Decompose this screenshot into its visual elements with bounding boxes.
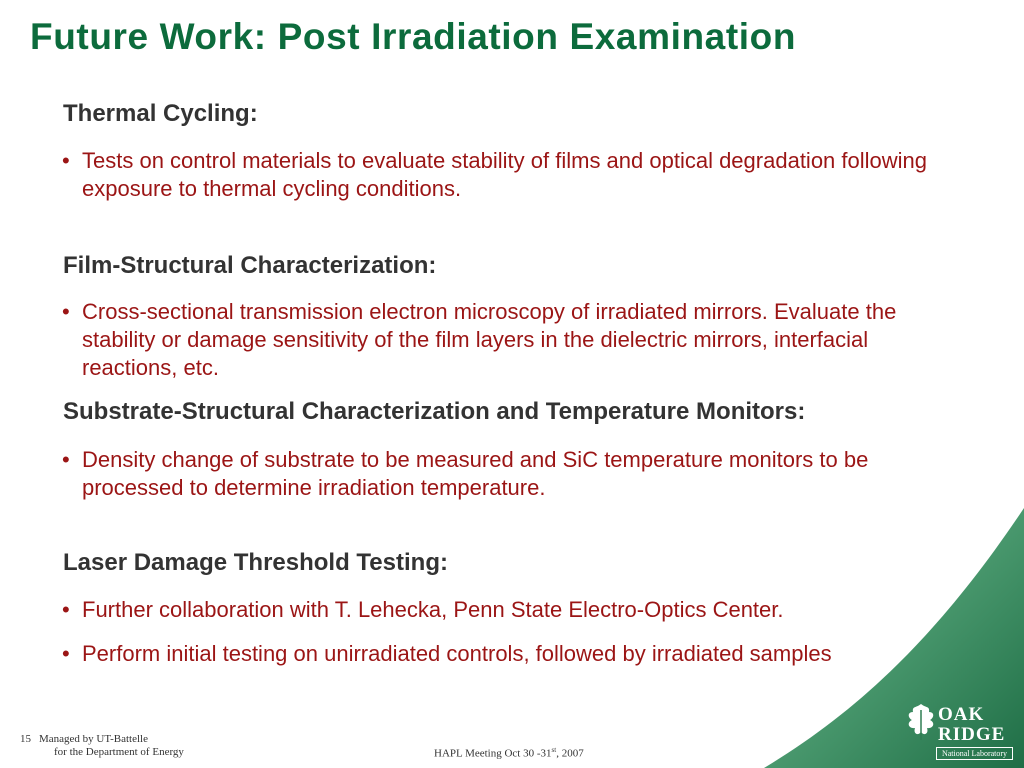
meeting-sup: st: [551, 746, 557, 754]
bullet-item: [62, 147, 967, 203]
section-heading-film-structural: Film-Structural Characterization:: [63, 252, 437, 279]
logo-ridge: RIDGE: [938, 724, 1006, 745]
oak-leaf-icon: [904, 702, 938, 742]
logo-oak: OAK: [938, 704, 985, 725]
bullet-dot: •: [62, 299, 70, 324]
footer-meeting: [434, 746, 584, 760]
page-number: 15: [20, 733, 31, 745]
meeting-suffix: , 2007: [556, 747, 584, 760]
bullet-item: [62, 640, 967, 668]
bullet-dot: •: [62, 597, 70, 622]
bullet-text: Further collaboration with T. Lehecka, Penn State Electro-Optics Center.: [82, 597, 784, 622]
logo-national-laboratory: National Laboratory: [936, 747, 1013, 760]
bullet-item: [62, 446, 967, 502]
slide-title: Future Work: Post Irradiation Examination: [30, 16, 797, 57]
bullet-item: [62, 596, 967, 624]
meeting-prefix: HAPL Meeting Oct 30 -31: [434, 747, 552, 760]
section-heading-laser-damage: Laser Damage Threshold Testing:: [63, 549, 448, 576]
bullet-dot: •: [62, 148, 70, 173]
bullet-text: Cross-sectional transmission electron microscopy of irradiated mirrors. Evaluate the stability or damage sensitivity of the film layers in the dielectric mirrors, interfacial reactions, etc.: [82, 299, 897, 380]
bullet-text: Density change of substrate to be measured and SiC temperature monitors to be processed to determine irradiation temperature.: [82, 447, 869, 500]
bullet-dot: •: [62, 447, 70, 472]
section-heading-substrate-structural: Substrate-Structural Characterization and Temperature Monitors:: [63, 398, 806, 425]
bullet-text: Tests on control materials to evaluate stability of films and optical degradation following exposure to thermal cycling conditions.: [82, 148, 928, 201]
bullet-dot: •: [62, 641, 70, 666]
bullet-item: [62, 298, 967, 382]
managed-by-line2: for the Department of Energy: [54, 746, 184, 758]
section-heading-thermal-cycling: Thermal Cycling:: [63, 100, 258, 127]
ornl-logo: [904, 702, 1016, 764]
managed-by-line1: Managed by UT-Battelle: [39, 733, 148, 745]
bullet-text: Perform initial testing on unirradiated controls, followed by irradiated samples: [82, 641, 832, 666]
